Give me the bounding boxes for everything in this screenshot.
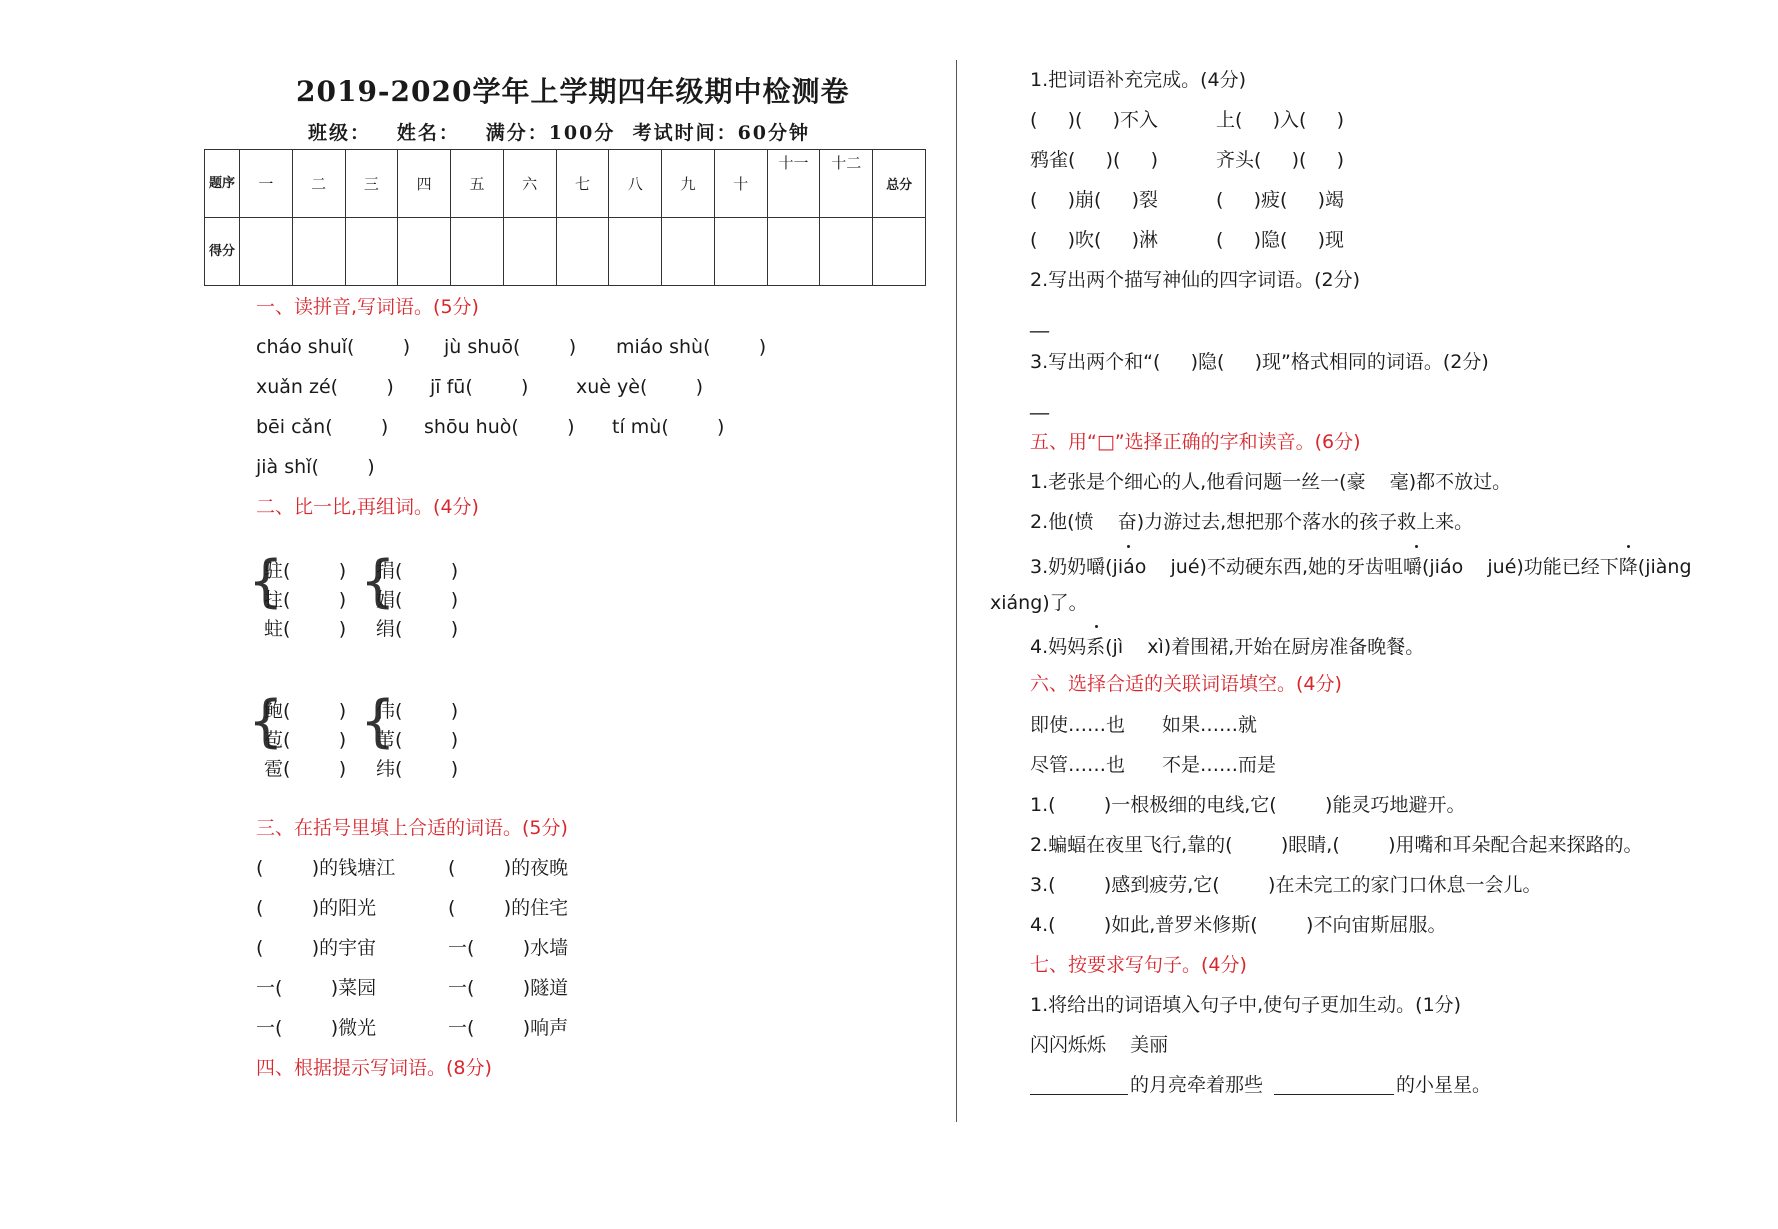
- emphasis-dot: [1127, 545, 1130, 548]
- question-6-2: 2.蝙蝠在夜里飞行,靠的( )眼睛,( )用嘴和耳朵配合起来探路的。: [1030, 834, 1643, 856]
- section5-heading: 五、用“□”选择正确的字和读音。(6分): [1030, 431, 1361, 453]
- group-item: 娟( ): [376, 589, 459, 611]
- conjunction-option: 如果……就: [1162, 714, 1258, 736]
- brace-icon: {: [248, 689, 284, 754]
- question-4-2: 2.写出两个描写神仙的四字词语。(2分): [1030, 269, 1361, 291]
- idiom-item: 鸦雀( )( ): [1030, 149, 1159, 171]
- exam-info: 班级： 姓名： 满分：100分 考试时间：60分钟: [308, 122, 811, 144]
- idiom-item: ( )隐( )现: [1216, 229, 1345, 251]
- score-cell[interactable]: [556, 218, 609, 286]
- col-10: 十: [714, 150, 767, 218]
- col-12: 十二: [820, 150, 873, 218]
- emphasis-dot: [1415, 545, 1418, 548]
- section1-heading: 一、读拼音,写词语。(5分): [256, 296, 479, 318]
- group-item: 驻( ): [264, 560, 347, 582]
- column-divider: [956, 60, 957, 1122]
- section7-heading: 七、按要求写句子。(4分): [1030, 954, 1247, 976]
- brace-icon: {: [360, 689, 396, 754]
- col-9: 九: [662, 150, 715, 218]
- score-cell[interactable]: [662, 218, 715, 286]
- answer-line[interactable]: [1274, 1094, 1394, 1095]
- answer-blank[interactable]: __: [1030, 393, 1049, 415]
- fill-item: ( )的阳光: [256, 897, 377, 919]
- group-item: 绢( ): [376, 618, 459, 640]
- pinyin-item: jī fū( ): [430, 376, 529, 398]
- col-4: 四: [398, 150, 451, 218]
- group-item: 雹( ): [264, 758, 347, 780]
- word-group: [376, 557, 458, 644]
- score-table: [204, 149, 926, 286]
- col-total: 总分: [873, 150, 926, 218]
- question-7-1: 1.将给出的词语填入句子中,使句子更加生动。(1分): [1030, 994, 1462, 1016]
- fill-item: ( )的钱塘江: [256, 857, 396, 879]
- word-group: [376, 697, 458, 784]
- col-2: 二: [292, 150, 345, 218]
- score-table-score-row: [205, 218, 926, 286]
- question-4-3: 3.写出两个和“( )隐( )现”格式相同的词语。(2分): [1030, 351, 1489, 373]
- fill-item: ( )的夜晚: [448, 857, 569, 879]
- score-cell[interactable]: [767, 218, 820, 286]
- group-item: 伟( ): [376, 700, 459, 722]
- pinyin-item: xuǎn zé( ): [256, 376, 394, 398]
- pinyin-item: tí mù( ): [612, 416, 725, 438]
- fill-item: 一( )水墙: [448, 937, 569, 959]
- col-3: 三: [345, 150, 398, 218]
- group-item: 拄( ): [264, 589, 347, 611]
- brace-icon: {: [360, 549, 396, 614]
- pinyin-item: miáo shù( ): [616, 336, 767, 358]
- section4-heading: 四、根据提示写词语。(8分): [256, 1057, 492, 1079]
- pinyin-item: shōu huò( ): [424, 416, 575, 438]
- given-words: 闪闪烁烁 美丽: [1030, 1034, 1169, 1056]
- row-label-score: 得分: [205, 218, 240, 286]
- answer-line[interactable]: [1030, 1094, 1128, 1095]
- col-1: 一: [240, 150, 293, 218]
- sentence-part: 的小星星。: [1396, 1074, 1492, 1096]
- emphasis-dot: [1095, 625, 1098, 628]
- question-5-3-cont: xiáng)了。: [990, 592, 1088, 614]
- conjunction-option: 不是……而是: [1162, 754, 1277, 776]
- group-item: 捐( ): [376, 560, 459, 582]
- brace-icon: {: [248, 549, 284, 614]
- emphasis-dot: [1627, 545, 1630, 548]
- answer-blank[interactable]: __: [1030, 311, 1049, 333]
- group-item: 苇( ): [376, 729, 459, 751]
- col-8: 八: [609, 150, 662, 218]
- question-5-1: 1.老张是个细心的人,他看问题一丝一(豪 毫)都不放过。: [1030, 471, 1512, 493]
- pinyin-item: jià shǐ( ): [256, 456, 375, 478]
- score-cell[interactable]: [714, 218, 767, 286]
- score-cell[interactable]: [820, 218, 873, 286]
- conjunction-option: 即使……也: [1030, 714, 1126, 736]
- sentence-part: 的月亮牵着那些: [1130, 1074, 1264, 1096]
- question-5-2: 2.他(愤 奋)力游过去,想把那个落水的孩子救上来。: [1030, 511, 1474, 533]
- col-5: 五: [451, 150, 504, 218]
- idiom-item: ( )崩( )裂: [1030, 189, 1159, 211]
- idiom-item: 上( )入( ): [1216, 109, 1345, 131]
- score-cell[interactable]: [503, 218, 556, 286]
- group-item: 纬( ): [376, 758, 459, 780]
- section3-heading: 三、在括号里填上合适的词语。(5分): [256, 817, 568, 839]
- group-item: 鲍( ): [264, 700, 347, 722]
- fill-item: ( )的宇宙: [256, 937, 377, 959]
- pinyin-item: cháo shuǐ( ): [256, 336, 411, 358]
- fill-item: 一( )隧道: [448, 977, 569, 999]
- conjunction-option: 尽管……也: [1030, 754, 1126, 776]
- score-table-header-row: [205, 150, 926, 218]
- question-4-1: 1.把词语补充完成。(4分): [1030, 69, 1247, 91]
- question-6-3: 3.( )感到疲劳,它( )在未完工的家门口休息一会儿。: [1030, 874, 1542, 896]
- score-cell[interactable]: [345, 218, 398, 286]
- idiom-item: ( )( )不入: [1030, 109, 1159, 131]
- fill-item: 一( )菜园: [256, 977, 377, 999]
- section2-heading: 二、比一比,再组词。(4分): [256, 496, 479, 518]
- word-group: [264, 697, 346, 784]
- group-item: 蛀( ): [264, 618, 347, 640]
- col-6: 六: [503, 150, 556, 218]
- fill-item: ( )的住宅: [448, 897, 569, 919]
- row-label-order: 题序: [205, 150, 240, 218]
- score-cell[interactable]: [398, 218, 451, 286]
- pinyin-item: bēi cǎn( ): [256, 416, 389, 438]
- question-6-1: 1.( )一根极细的电线,它( )能灵巧地避开。: [1030, 794, 1466, 816]
- page-title: 2019-2020学年上学期四年级期中检测卷: [296, 75, 850, 108]
- score-cell[interactable]: [292, 218, 345, 286]
- question-5-4: 4.妈妈系(jì xì)着围裙,开始在厨房准备晚餐。: [1030, 636, 1425, 658]
- idiom-item: ( )疲( )竭: [1216, 189, 1345, 211]
- question-5-3: 3.奶奶嚼(jiáo jué)不动硬东西,她的牙齿咀嚼(jiáo jué)功能已经下降(jiàng: [1030, 556, 1692, 578]
- idiom-item: 齐头( )( ): [1216, 149, 1345, 171]
- question-6-4: 4.( )如此,普罗米修斯( )不向宙斯屈服。: [1030, 914, 1447, 936]
- idiom-item: ( )吹( )淋: [1030, 229, 1159, 251]
- section6-heading: 六、选择合适的关联词语填空。(4分): [1030, 673, 1342, 695]
- pinyin-item: xuè yè( ): [576, 376, 704, 398]
- fill-item: 一( )微光: [256, 1017, 377, 1039]
- word-group: [264, 557, 346, 644]
- col-7: 七: [556, 150, 609, 218]
- col-11: 十一: [767, 150, 820, 218]
- score-cell[interactable]: [609, 218, 662, 286]
- pinyin-item: jù shuō( ): [444, 336, 577, 358]
- score-cell[interactable]: [240, 218, 293, 286]
- group-item: 苞( ): [264, 729, 347, 751]
- score-cell[interactable]: [451, 218, 504, 286]
- score-cell[interactable]: [873, 218, 926, 286]
- fill-item: 一( )响声: [448, 1017, 569, 1039]
